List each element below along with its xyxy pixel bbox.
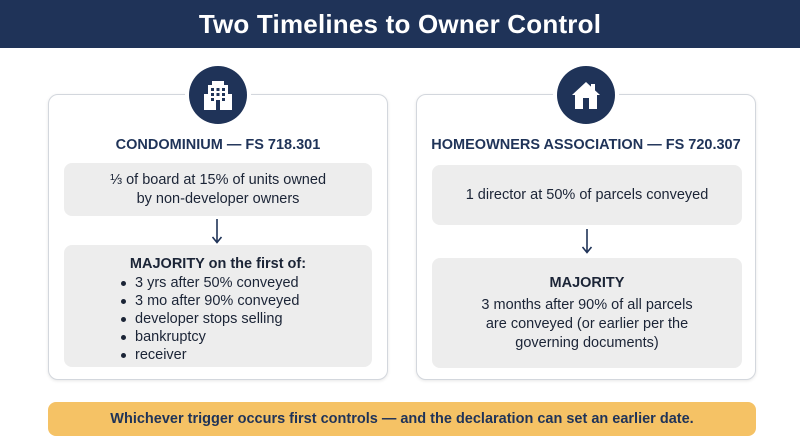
condo-first-step (64, 163, 372, 216)
list-item: 3 mo after 90% conveyed (121, 292, 299, 310)
list-item: developer stops selling (121, 310, 299, 328)
condo-majority-list (64, 274, 299, 364)
condo-first-step-line: by non-developer owners (136, 190, 300, 207)
hoa-majority-label: MAJORITY (549, 274, 625, 291)
list-item: bankruptcy (121, 328, 299, 346)
list-item: receiver (121, 346, 299, 364)
condo-heading: CONDOMINIUM — FS 718.301 (115, 137, 321, 153)
footer-note: Whichever trigger occurs first controls — and the declaration can set an earlier date. (48, 402, 756, 436)
hoa-majority-line: 3 months after 90% of all parcels (481, 296, 693, 313)
page-title: Two Timelines to Owner Control (198, 8, 602, 39)
title-bar (0, 0, 800, 48)
condo-majority-box (64, 245, 372, 367)
down-arrow-icon (581, 228, 593, 254)
condo-first-step-line: ⅓ of board at 15% of units owned (109, 171, 327, 188)
hoa-majority-box (432, 258, 742, 368)
condo-badge (189, 66, 247, 124)
list-item: 3 yrs after 50% conveyed (121, 274, 299, 292)
building-icon (201, 78, 235, 112)
hoa-majority-line: are conveyed (or earlier per the (485, 315, 689, 332)
hoa-first-step-text: 1 director at 50% of parcels conveyed (465, 186, 709, 203)
down-arrow-icon (211, 218, 223, 244)
condo-majority-label: MAJORITY on the first of: (129, 256, 307, 272)
hoa-first-step (432, 165, 742, 225)
hoa-badge (557, 66, 615, 124)
hoa-heading: HOMEOWNERS ASSOCIATION — FS 720.307 (431, 137, 741, 153)
hoa-majority-line: governing documents) (515, 334, 659, 351)
house-icon (569, 78, 603, 112)
